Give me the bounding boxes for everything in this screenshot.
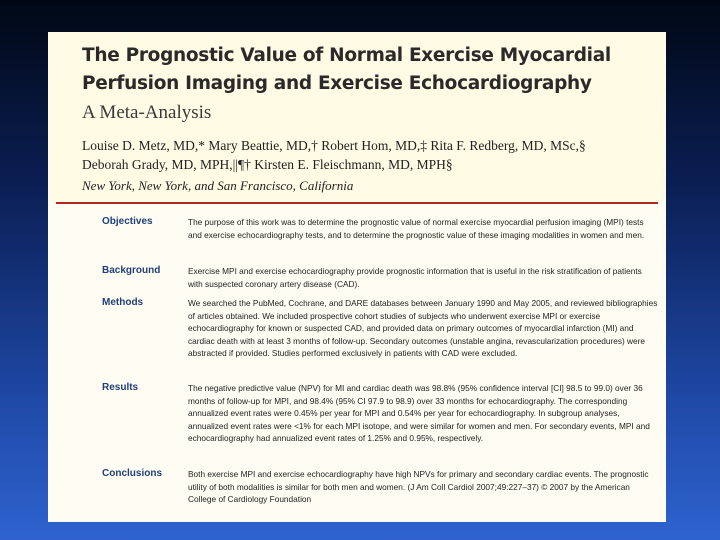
- section-label: Results: [102, 382, 139, 393]
- header-divider: [56, 202, 658, 204]
- article-title: The Prognostic Value of Normal Exercise Myocardial Perfusion Imaging and Exercise Echocardiography: [82, 45, 611, 94]
- section-label: Methods: [102, 297, 144, 308]
- section-text: The purpose of this work was to determine the prognostic value of normal exercise myocardial perfusion imaging (MPI) tests and exercise echocardiography tests, and to determine the prognostic value of these imaging modalities in women and men.: [188, 217, 645, 240]
- authors-line-2: Deborah Grady, MD, MPH,||¶† Kirsten E. Fleischmann, MD, MPH§: [82, 157, 453, 172]
- section-text: We searched the PubMed, Cochrane, and DARE databases between January 1990 and May 2005, and reviewed bibliographies of articles obtained. We included prospective cohort studies of subjects who underwent exercise MPI or exercise echocardiography for known or suspected CAD, and provided data on primary outcomes of myocardial infarction (MI) and cardiac death with at least 3 months of follow-up. Secondary outcomes (unstable angina, revascularization procedures) were abstracted if provided. Studies performed exclusively in patients with CAD were excluded.: [188, 298, 658, 358]
- section-text: Both exercise MPI and exercise echocardiography have high NPVs for primary and secondary cardiac events. The prognostic utility of both modalities is similar for both men and women. (J Am Coll Cardiol 2007;49:227–37) © 2007 by the American College of Cardiology Foundation: [188, 469, 649, 504]
- authors-line-1: Louise D. Metz, MD,* Mary Beattie, MD,† Robert Hom, MD,‡ Rita F. Redberg, MD, MSc,§: [82, 138, 586, 153]
- section-label: Conclusions: [102, 468, 163, 479]
- author-location: New York, New York, and San Francisco, California: [82, 178, 354, 193]
- section-label: Background: [102, 265, 161, 276]
- section-text: Exercise MPI and exercise echocardiography provide prognostic information that is useful in the risk stratification of patients with suspected coronary artery disease (CAD).: [188, 266, 642, 289]
- article-page: [48, 32, 666, 522]
- article-header: [48, 32, 666, 202]
- section-text: The negative predictive value (NPV) for MI and cardiac death was 98.8% (95% confidence interval [CI] 98.5 to 99.0) over 36 months of follow-up for MPI, and 98.4% (95% CI 97.9 to 98.9) over 33 months for echocardiography. The corresponding annualized event rates were 0.45% per year for MPI and 0.54% per year for echocardiography. In subgroup analyses, annualized event rates were <1% for each MPI isotope, and were similar for women and men. For secondary events, MPI and echocardiography had annualized event rates of 1.25% and 0.95%, respectively.: [188, 383, 650, 443]
- section-label: Objectives: [102, 216, 153, 227]
- article-subtitle: A Meta-Analysis: [82, 102, 212, 123]
- author-list: [82, 136, 652, 174]
